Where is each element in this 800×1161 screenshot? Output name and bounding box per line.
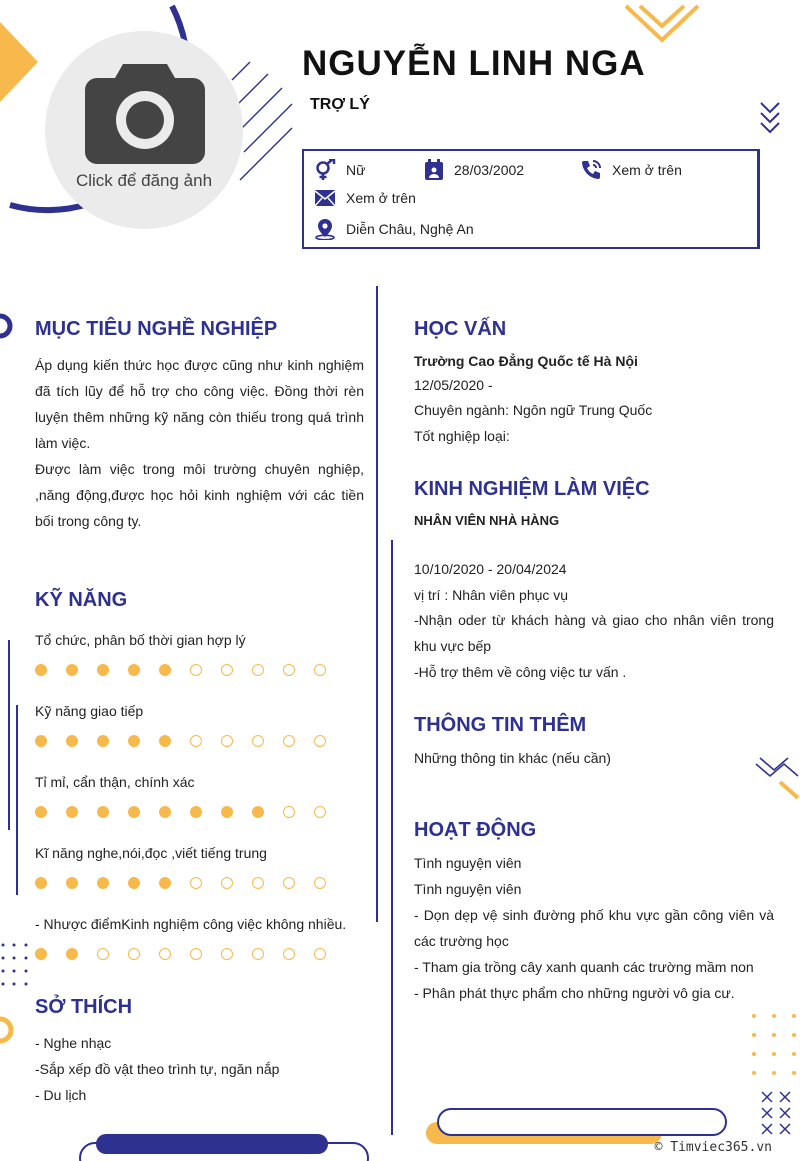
rating-dot-empty [283,948,295,960]
activity-item: - Tham gia trồng cây xanh quanh các trường mầm non [414,959,754,975]
rating-dot-filled [97,877,109,889]
rating-dot-filled [97,735,109,747]
rating-dot-filled [128,735,140,747]
hobbies-title: SỞ THÍCH [35,996,133,1018]
rating-dot-empty [190,735,202,747]
experience-duty: -Nhận oder từ khách hàng và giao cho nhân viên trong khu vực bếp [414,612,774,654]
experience-duty: -Hỗ trợ thêm về công việc tư vấn . [414,664,627,680]
rating-dot-empty [128,948,140,960]
career-goal-p2: Được làm việc trong môi trường chuyên nghiệp, ,năng động,được học hỏi kinh nghiệm với các tiền bối trong công ty. [35,461,364,529]
job-title: TRỢ LÝ [310,96,370,113]
envelope-icon [314,189,336,207]
address-value: Diễn Châu, Nghệ An [346,221,474,237]
rating-dot-empty [221,877,233,889]
rating-dot-empty [314,806,326,818]
extra-info-text: Những thông tin khác (nếu cần) [414,750,611,766]
activity-item: - Dọn dẹp vệ sinh đường phố khu vực gần công viên và các trường học [414,907,774,949]
birthdate-row [424,159,524,181]
skill-rating [35,948,326,960]
experience-period: 10/10/2020 - 20/04/2024 [414,561,567,577]
rating-dot-filled [128,877,140,889]
activity-item: - Phân phát thực phẩm cho những người vô gia cư. [414,985,735,1001]
rating-dot-filled [159,664,171,676]
calendar-icon [424,159,444,181]
rating-dot-filled [97,806,109,818]
skill-rating [35,806,326,818]
activity-item: Tình nguyện viên [414,855,522,871]
skill-label: Kỹ năng giao tiếp [35,703,144,719]
skill-rating [35,877,326,889]
rating-dot-filled [66,806,78,818]
rating-dot-filled [35,664,47,676]
experience-title: KINH NGHIỆM LÀM VIỆC [414,478,650,500]
email-row [314,189,416,207]
rating-dot-empty [221,735,233,747]
rating-dot-empty [252,735,264,747]
contact-box [302,149,760,249]
hobby-item: - Du lịch [35,1087,87,1103]
extra-info-title: THÔNG TIN THÊM [414,714,587,736]
column-divider-lower [391,540,393,1135]
rating-dot-filled [159,806,171,818]
rating-dot-empty [252,948,264,960]
rating-dot-empty [314,877,326,889]
rating-dot-filled [66,664,78,676]
rating-dot-filled [221,806,233,818]
rating-dot-filled [128,664,140,676]
skill-label: Tỉ mỉ, cẩn thận, chính xác [35,774,195,790]
rating-dot-filled [128,806,140,818]
skill-rating [35,664,326,676]
rating-dot-filled [66,948,78,960]
phone-row [580,159,682,181]
rating-dot-filled [159,877,171,889]
rating-dot-empty [159,948,171,960]
skill-label: Kĩ năng nghe,nói,đọc ,viết tiếng trung [35,845,267,861]
rating-dot-empty [221,948,233,960]
rating-dot-empty [252,877,264,889]
rating-dot-empty [190,948,202,960]
rating-dot-empty [314,735,326,747]
gender-value: Nữ [346,162,366,178]
rating-dot-filled [66,877,78,889]
rating-dot-filled [35,877,47,889]
rating-dot-empty [283,877,295,889]
rating-dot-empty [283,664,295,676]
camera-icon[interactable] [85,60,205,164]
education-date: 12/05/2020 - [414,377,493,393]
gender-icon [314,159,336,181]
rating-dot-empty [283,806,295,818]
activities-title: HOẠT ĐỘNG [414,819,537,841]
skills-title: KỸ NĂNG [35,589,128,611]
hobby-item: -Sắp xếp đồ vật theo trình tự, ngăn nắp [35,1061,280,1077]
rating-dot-empty [283,735,295,747]
education-grade: Tốt nghiệp loại: [414,428,510,444]
rating-dot-empty [314,948,326,960]
rating-dot-filled [35,806,47,818]
skill-label: - Nhược điểmKinh nghiệm công việc không nhiều. [35,916,347,932]
rating-dot-filled [190,806,202,818]
address-row [314,218,474,240]
rating-dot-empty [190,664,202,676]
footer-brand: © Timviec365.vn [654,1140,772,1155]
phone-value: Xem ở trên [612,162,682,178]
education-major: Chuyên ngành: Ngôn ngữ Trung Quốc [414,402,653,418]
rating-dot-empty [221,664,233,676]
experience-position: NHÂN VIÊN NHÀ HÀNG [414,513,560,528]
gender-row [314,159,365,181]
email-value: Xem ở trên [346,190,416,206]
rating-dot-filled [66,735,78,747]
rating-dot-empty [252,664,264,676]
hobby-item: - Nghe nhạc [35,1035,112,1051]
rating-dot-filled [35,948,47,960]
activity-item: Tình nguyện viên [414,881,522,897]
column-divider [376,286,378,922]
career-goal-p1: Áp dụng kiến thức học được cũng như kinh nghiệm đã tích lũy để hỗ trợ cho công việc. Đồng thời rèn luyện thêm những kỹ năng còn thiếu trong quá trình làm việc. [35,357,364,451]
rating-dot-empty [314,664,326,676]
experience-role: vị trí : Nhân viên phục vụ [414,587,569,603]
photo-label[interactable]: Click để đăng ảnh [75,171,213,190]
skill-label: Tổ chức, phân bố thời gian hợp lý [35,632,246,648]
rating-dot-filled [97,664,109,676]
education-title: HỌC VẤN [414,318,507,340]
full-name: NGUYỄN LINH NGA [302,44,646,83]
rating-dot-empty [190,877,202,889]
rating-dot-filled [35,735,47,747]
birthdate-value: 28/03/2002 [454,162,525,178]
location-pin-icon [314,218,336,240]
skill-rating [35,735,326,747]
rating-dot-filled [159,735,171,747]
rating-dot-empty [97,948,109,960]
rating-dot-filled [252,806,264,818]
career-goal-title: MỤC TIÊU NGHỀ NGHIỆP [35,318,278,340]
phone-icon [580,159,602,181]
school-name: Trường Cao Đẳng Quốc tế Hà Nội [414,353,638,369]
